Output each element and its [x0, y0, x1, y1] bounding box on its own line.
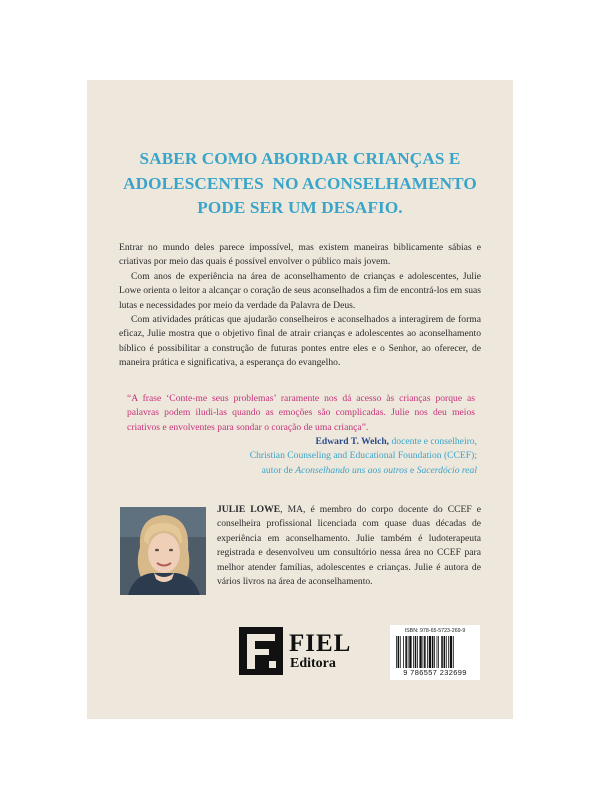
barcode-bar: [403, 636, 404, 668]
barcode-digits: 9 786557 232699: [403, 668, 467, 677]
barcode-bar: [419, 636, 421, 668]
barcode-bar: [429, 636, 431, 668]
barcode-bar: [400, 636, 401, 668]
endorser-book-1: Aconselhando uns aos outros: [295, 464, 408, 476]
publisher-subtitle: Editora: [290, 656, 336, 671]
endorser-name: Edward T. Welch,: [315, 436, 390, 447]
barcode-bar: [417, 636, 418, 668]
publisher-logo: [239, 627, 369, 681]
barcode-bar: [438, 636, 439, 668]
barcode-bar: [413, 636, 414, 668]
barcode-bar: [453, 636, 454, 668]
headline-line-2: ADOLESCENTES NO ACONSELHAMENTO: [123, 173, 477, 193]
barcode-bar: [398, 636, 400, 668]
headline-line-3: PODE SER UM DESAFIO.: [197, 198, 403, 217]
barcode-bar: [432, 636, 434, 668]
barcode-bar: [424, 636, 426, 668]
endorsement-attribution: [107, 435, 477, 478]
barcode-bars: [396, 636, 474, 668]
barcode-bar: [434, 636, 435, 668]
barcode-bar: [448, 636, 449, 668]
endorser-book-2: Sacerdócio real: [416, 464, 477, 476]
endorser-books-prefix: autor de: [261, 464, 296, 476]
fiel-logo-icon: [239, 627, 283, 675]
endorsement-text: “A frase ‘Conte-me seus problemas’ raramente nos dá acesso às crianças porque as palavras podem iludi-las quando as emoções são complicadas. Julie nos deu meios criativos e envolventes para sondar o coração de uma criança”.: [127, 393, 475, 433]
barcode-bar: [441, 636, 443, 668]
publisher-name: FIEL: [289, 630, 352, 657]
back-cover: [87, 80, 513, 719]
barcode-bar: [408, 636, 409, 668]
barcode-bar: [444, 636, 446, 668]
author-name: JULIE LOWE: [217, 504, 281, 515]
barcode-bar: [450, 636, 452, 668]
barcode: [390, 625, 480, 680]
barcode-bar: [409, 636, 411, 668]
author-photo: [120, 507, 206, 595]
endorsement-quote: [127, 392, 475, 435]
endorser-books-and: e: [407, 464, 417, 476]
barcode-bar: [405, 636, 407, 668]
synopsis: [119, 241, 481, 371]
barcode-bar: [427, 636, 428, 668]
author-bio: [217, 503, 481, 589]
synopsis-paragraph-3: Com atividades práticas que ajudarão conselheiros e aconselhados a interagirem de forma eficaz, Julie mostra que o objetivo final de atrair crianças e adolescentes ao aconselhamento bíblico é possibilitar a construção de futuras pontes entre eles e o Senhor, ao oferecer, de maneira prática e significativa, a esperança do evangelho.: [119, 314, 481, 369]
barcode-bar: [437, 636, 438, 668]
isbn-label: ISBN: 978-65-5723-269-9: [404, 628, 466, 634]
endorser-role: docente e conselheiro,: [389, 436, 477, 447]
barcode-bar: [446, 636, 447, 668]
synopsis-paragraph-1: Entrar no mundo deles parece impossível, mas existem maneiras biblicamente sábias e criativas por meio das quais é possível envolver o público mais jovem.: [119, 242, 481, 268]
headline: [87, 147, 513, 221]
barcode-bar: [415, 636, 417, 668]
synopsis-paragraph-2: Com anos de experiência na área de aconselhamento de crianças e adolescentes, Julie Lowe orienta o leitor a alcançar o coração de seus aconselhados a fim de encontrá-los em suas lutas e necessidades por meio da verdade da Palavra de Deus.: [119, 270, 481, 311]
barcode-bar: [396, 636, 397, 668]
endorser-organization: Christian Counseling and Educational Foundation (CCEF);: [249, 450, 477, 462]
barcode-bar: [423, 636, 424, 668]
headline-line-1: SABER COMO ABORDAR CRIANÇAS E: [139, 149, 461, 168]
author-bio-text: , MA, é membro do corpo docente do CCEF e conselheira profissional licenciada com quase duas décadas de experiência em aconselhamento. Julie também é ludoterapeuta registrada e desenvolveu um consultório nessa área no CCEF para melhor atender famílias, adolescentes e crianças. Julie é autora de vários livros na área de aconselhamento.: [217, 504, 481, 588]
